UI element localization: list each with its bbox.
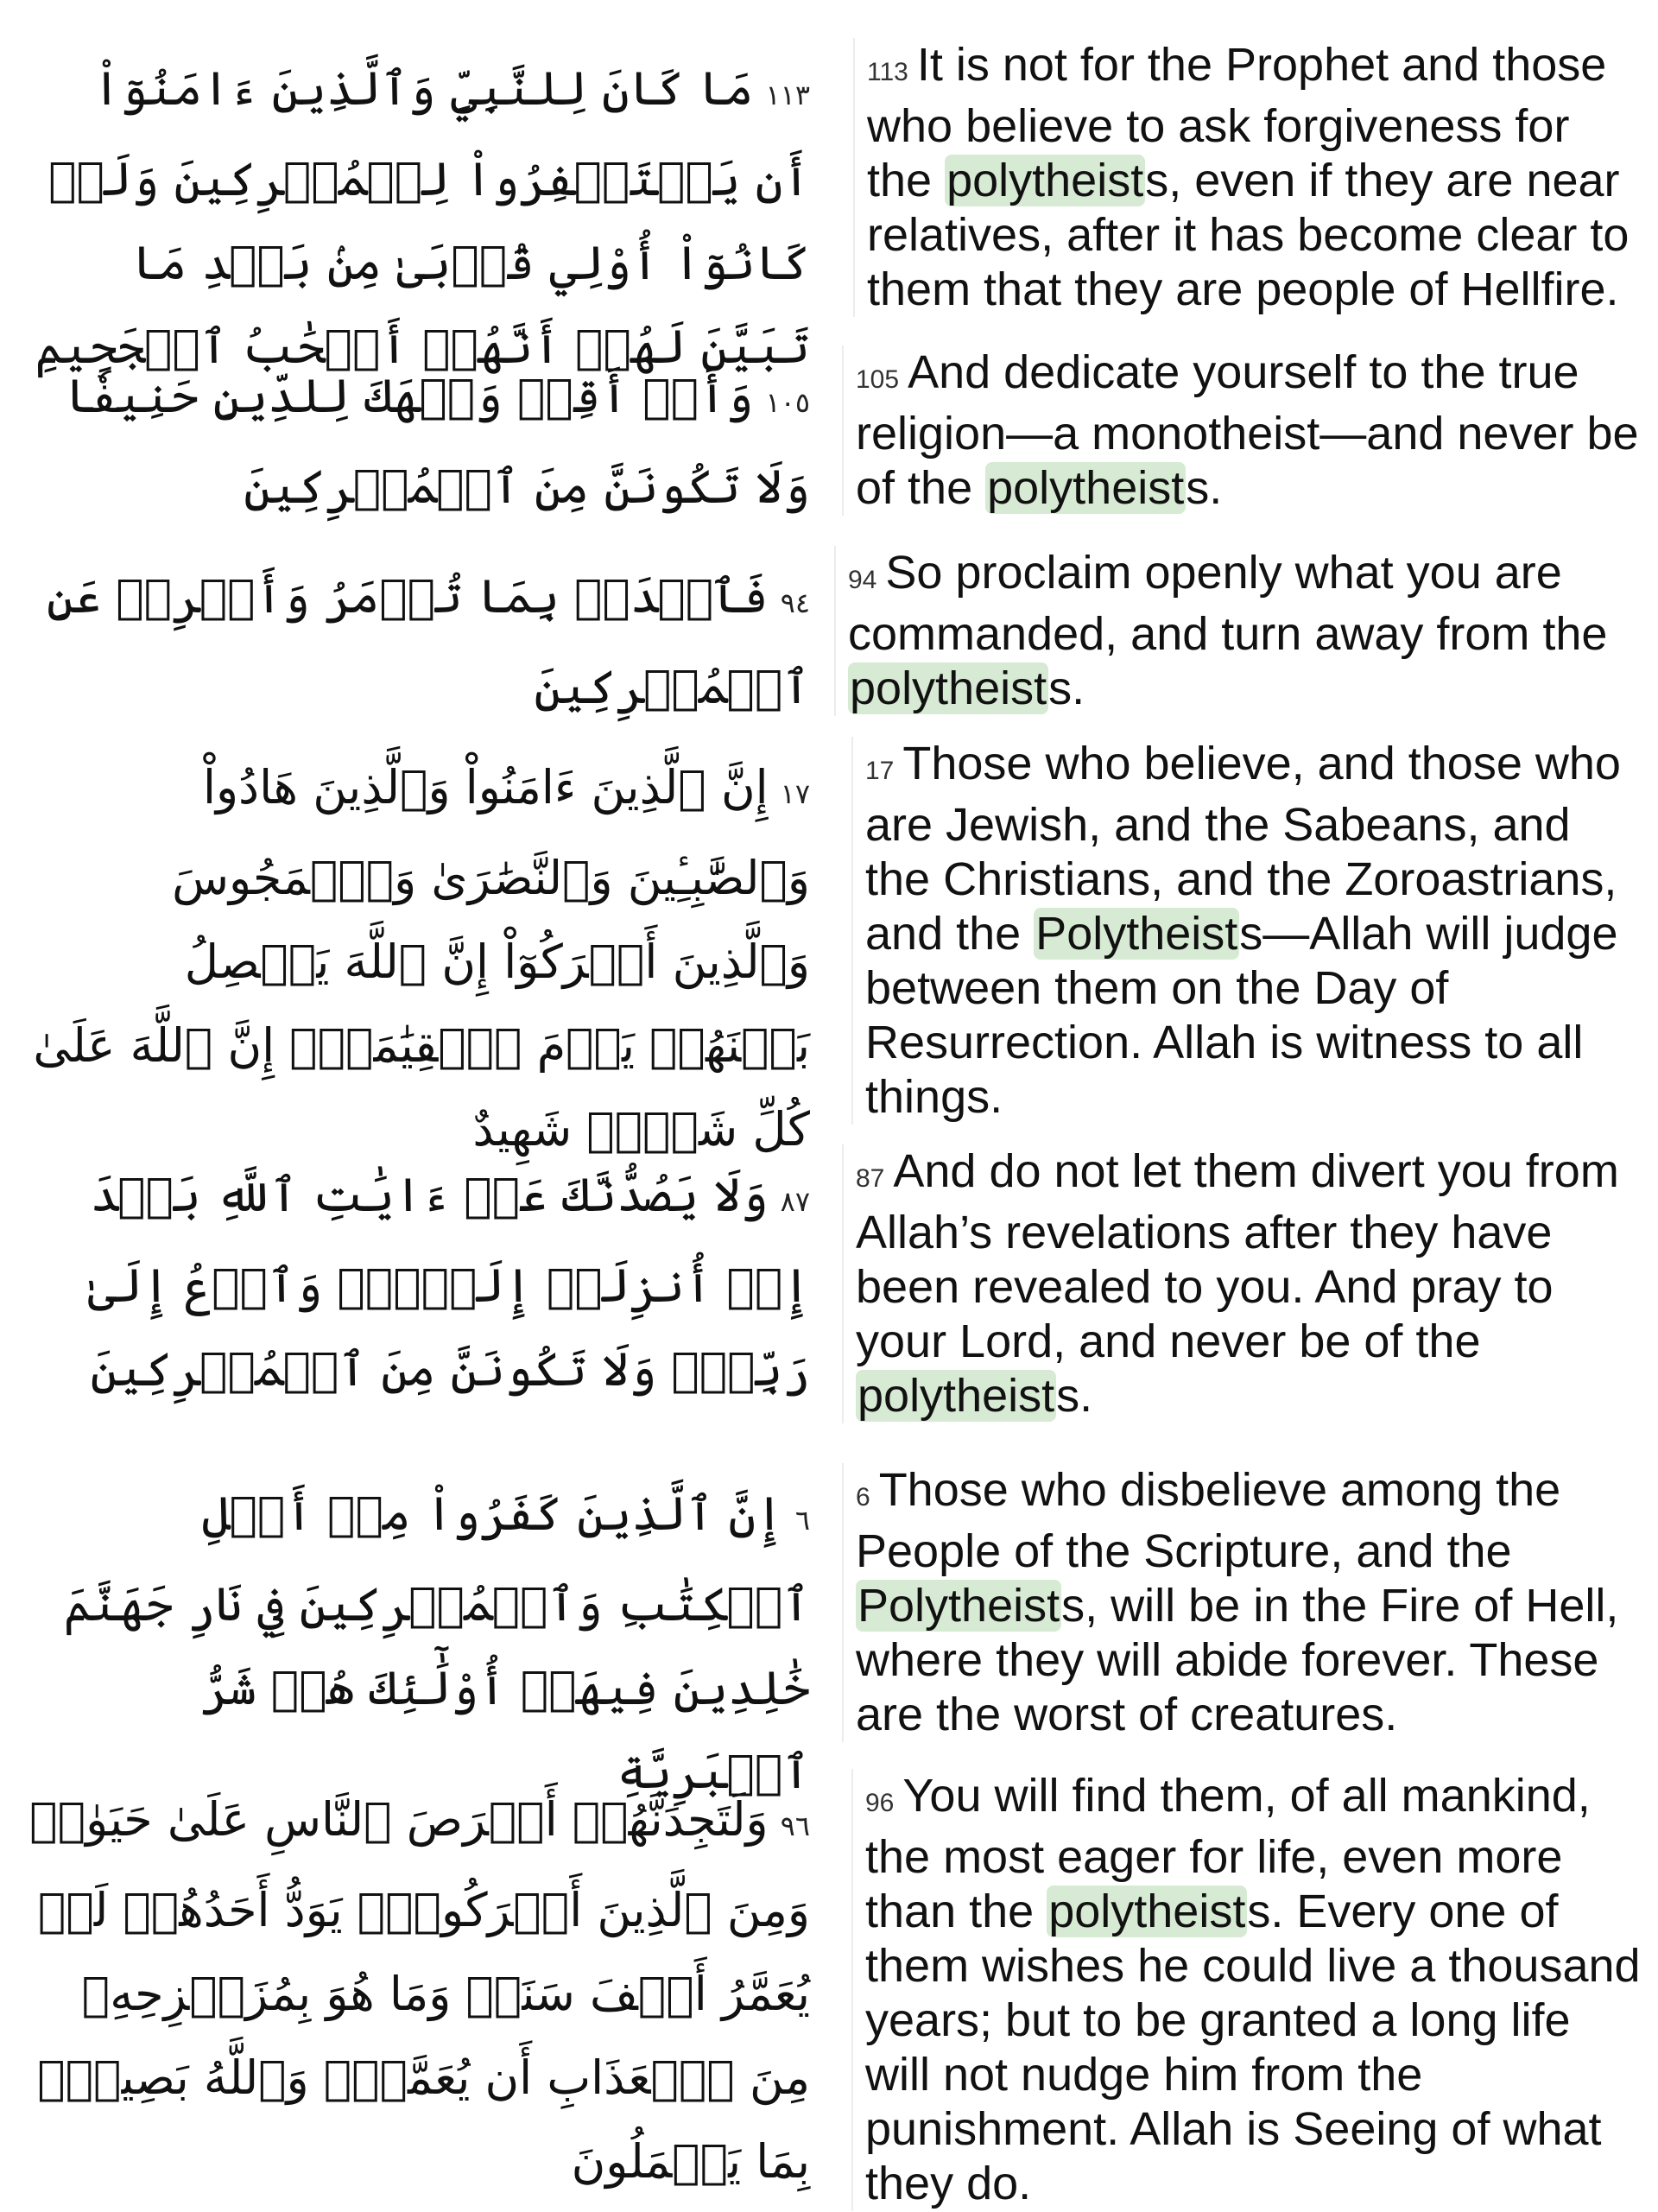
verse-row	[0, 737, 1658, 1157]
verse-number: 113	[867, 58, 908, 86]
highlighted-term: Polytheist	[1035, 908, 1238, 960]
highlighted-term: polytheist	[857, 1370, 1055, 1422]
highlighted-term: polytheist	[850, 662, 1047, 714]
arabic-verse-number: ٩٤	[780, 586, 810, 619]
translation-text: It is not for the Prophet and those who believe to ask forgiveness for the	[867, 39, 1607, 206]
verse-number: 94	[848, 566, 877, 594]
verse-number: 105	[856, 365, 900, 394]
arabic-verse-text: وَلَا يَصُدُّنَّكَ عَنۡ ءَايَٰتِ ٱللَّهِ بَعۡدَ إِذۡ أُنزِلَتۡ إِلَيۡكَۖ وَٱدۡعُ إِلَىٰ رَبِّكَۖ وَلَا تَكُونَنَّ مِنَ ٱلۡمُشۡرِكِينَ	[87, 1168, 810, 1397]
verse-number: 6	[856, 1483, 870, 1512]
english-translation	[842, 1463, 1658, 1742]
verse-row	[0, 345, 1658, 518]
translation-text: And dedicate yourself to the true religion—a monotheist—and never be of the	[856, 346, 1639, 514]
translation-text: s.	[1186, 462, 1223, 514]
verse-row	[0, 1769, 1658, 2209]
arabic-verse	[0, 1463, 829, 1814]
english-translation	[853, 38, 1658, 317]
translation-text: s.	[1048, 662, 1085, 714]
arabic-verse-number: ٨٧	[780, 1185, 810, 1218]
translation-text: s—Allah will judge between them on the Day of Resurrection. Allah is witness to all things.	[865, 908, 1618, 1123]
translation-text: s.	[1056, 1370, 1093, 1422]
highlighted-term: Polytheist	[857, 1580, 1060, 1632]
arabic-verse-text: وَأَنۡ أَقِمۡ وَجۡهَكَ لِلدِّينِ حَنِيفٗا وَلَا تَكُونَنَّ مِنَ ٱلۡمُشۡرِكِينَ	[65, 369, 810, 514]
arabic-verse-text: إِنَّ ٱلَّذِينَ كَفَرُواْ مِنۡ أَهۡلِ ٱلۡكِتَٰبِ وَٱلۡمُشۡرِكِينَ فِي نَارِ جَهَنَّمَ خَٰلِدِينَ فِيهَآۚ أُوْلَٰٓئِكَ هُمۡ شَرُّ ٱلۡبَرِيَّةِ	[63, 1486, 810, 1799]
highlighted-term: polytheist	[946, 155, 1144, 206]
verse-row	[0, 1463, 1658, 1799]
arabic-verse-number: ٦	[794, 1504, 810, 1537]
verse-row	[0, 1144, 1658, 1421]
translation-text: s. Every one of them wishes he could live a thousand years; but to be granted a long life will not nudge him from the punishment. Allah is Seeing of what they do.	[865, 1886, 1641, 2209]
arabic-verse	[0, 1769, 829, 2203]
translation-text: So proclaim openly what you are commanded, and turn away from the	[848, 547, 1608, 660]
english-translation	[851, 737, 1658, 1125]
arabic-verse	[0, 1144, 829, 1411]
english-translation	[851, 1769, 1658, 2211]
arabic-verse	[0, 345, 829, 529]
arabic-verse	[0, 38, 829, 389]
translation-text: s, will be in the Fire of Hell, where they will abide forever. These are the worst of creatures.	[856, 1580, 1619, 1740]
arabic-verse	[0, 737, 829, 1171]
verse-row	[0, 38, 1658, 374]
translation-text: Those who believe, and those who are Jewish, and the Sabeans, and the Christians, and the Zoroastrians, and the	[865, 738, 1621, 960]
highlighted-term: polytheist	[987, 462, 1185, 514]
translation-text: s, even if they are near relatives, after it has become clear to them that they are people of Hellfire.	[867, 155, 1630, 315]
arabic-verse-text: مَا كَانَ لِلنَّبِيِّ وَٱلَّذِينَ ءَامَنُوٓاْ أَن يَسۡتَغۡفِرُواْ لِلۡمُشۡرِكِينَ وَلَوۡ كَانُوٓاْ أُوْلِي قُرۡبَىٰ مِنۢ بَعۡدِ مَا تَبَيَّنَ لَهُمۡ أَنَّهُمۡ أَصۡحَٰبُ ٱلۡجَحِيمِ	[35, 61, 810, 374]
translation-text: You will find them, of all mankind, the most eager for life, even more than the	[865, 1770, 1591, 1937]
verse-number: 96	[865, 1789, 895, 1817]
arabic-verse-text: فَٱصۡدَعۡ بِمَا تُؤۡمَرُ وَأَعۡرِضۡ عَنِ ٱلۡمُشۡرِكِينَ	[46, 569, 810, 714]
arabic-verse-text: وَلَتَجِدَنَّهُمۡ أَحۡرَصَ ٱلنَّاسِ عَلَىٰ حَيَوٰةٖ وَمِنَ ٱلَّذِينَ أَشۡرَكُواْۚ يَوَدُّ أَحَدُهُمۡ لَوۡ يُعَمَّرُ أَلۡفَ سَنَةٖ وَمَا هُوَ بِمُزَحۡزِحِهِۦ مِنَ ٱلۡعَذَابِ أَن يُعَمَّرَۗ وَٱللَّهُ بَصِيرُۢ بِمَا يَعۡمَلُونَ	[29, 1792, 810, 2189]
english-translation	[834, 546, 1658, 716]
arabic-verse-number: ٩٦	[780, 1810, 810, 1842]
verse-number: 17	[865, 757, 895, 785]
arabic-verse-number: ١٠٥	[765, 386, 810, 419]
arabic-verse-number: ١٧	[780, 777, 810, 810]
english-translation	[842, 345, 1658, 516]
verse-row	[0, 546, 1658, 719]
verse-number: 87	[856, 1164, 885, 1193]
highlighted-term: polytheist	[1048, 1886, 1246, 1937]
arabic-verse-text: إِنَّ ٱلَّذِينَ ءَامَنُواْ وَٱلَّذِينَ هَادُواْ وَٱلصَّٰبِـِٔينَ وَٱلنَّصَٰرَىٰ وَٱلۡمَجُوسَ وَٱلَّذِينَ أَشۡرَكُوٓاْ إِنَّ ٱللَّهَ يَفۡصِلُ بَيۡنَهُمۡ يَوۡمَ ٱلۡقِيَٰمَةِۚ إِنَّ ٱللَّهَ عَلَىٰ كُلِّ شَيۡءٖ شَهِيدٌ	[33, 760, 810, 1157]
english-translation	[842, 1144, 1658, 1423]
arabic-verse-number: ١١٣	[765, 79, 810, 111]
translation-text: Those who disbelieve among the People of the Scripture, and the	[856, 1464, 1561, 1577]
arabic-verse	[0, 546, 829, 729]
translation-text: And do not let them divert you from Allah’s revelations after they have been revealed to you. And pray to your Lord, and never be of the	[856, 1145, 1619, 1367]
